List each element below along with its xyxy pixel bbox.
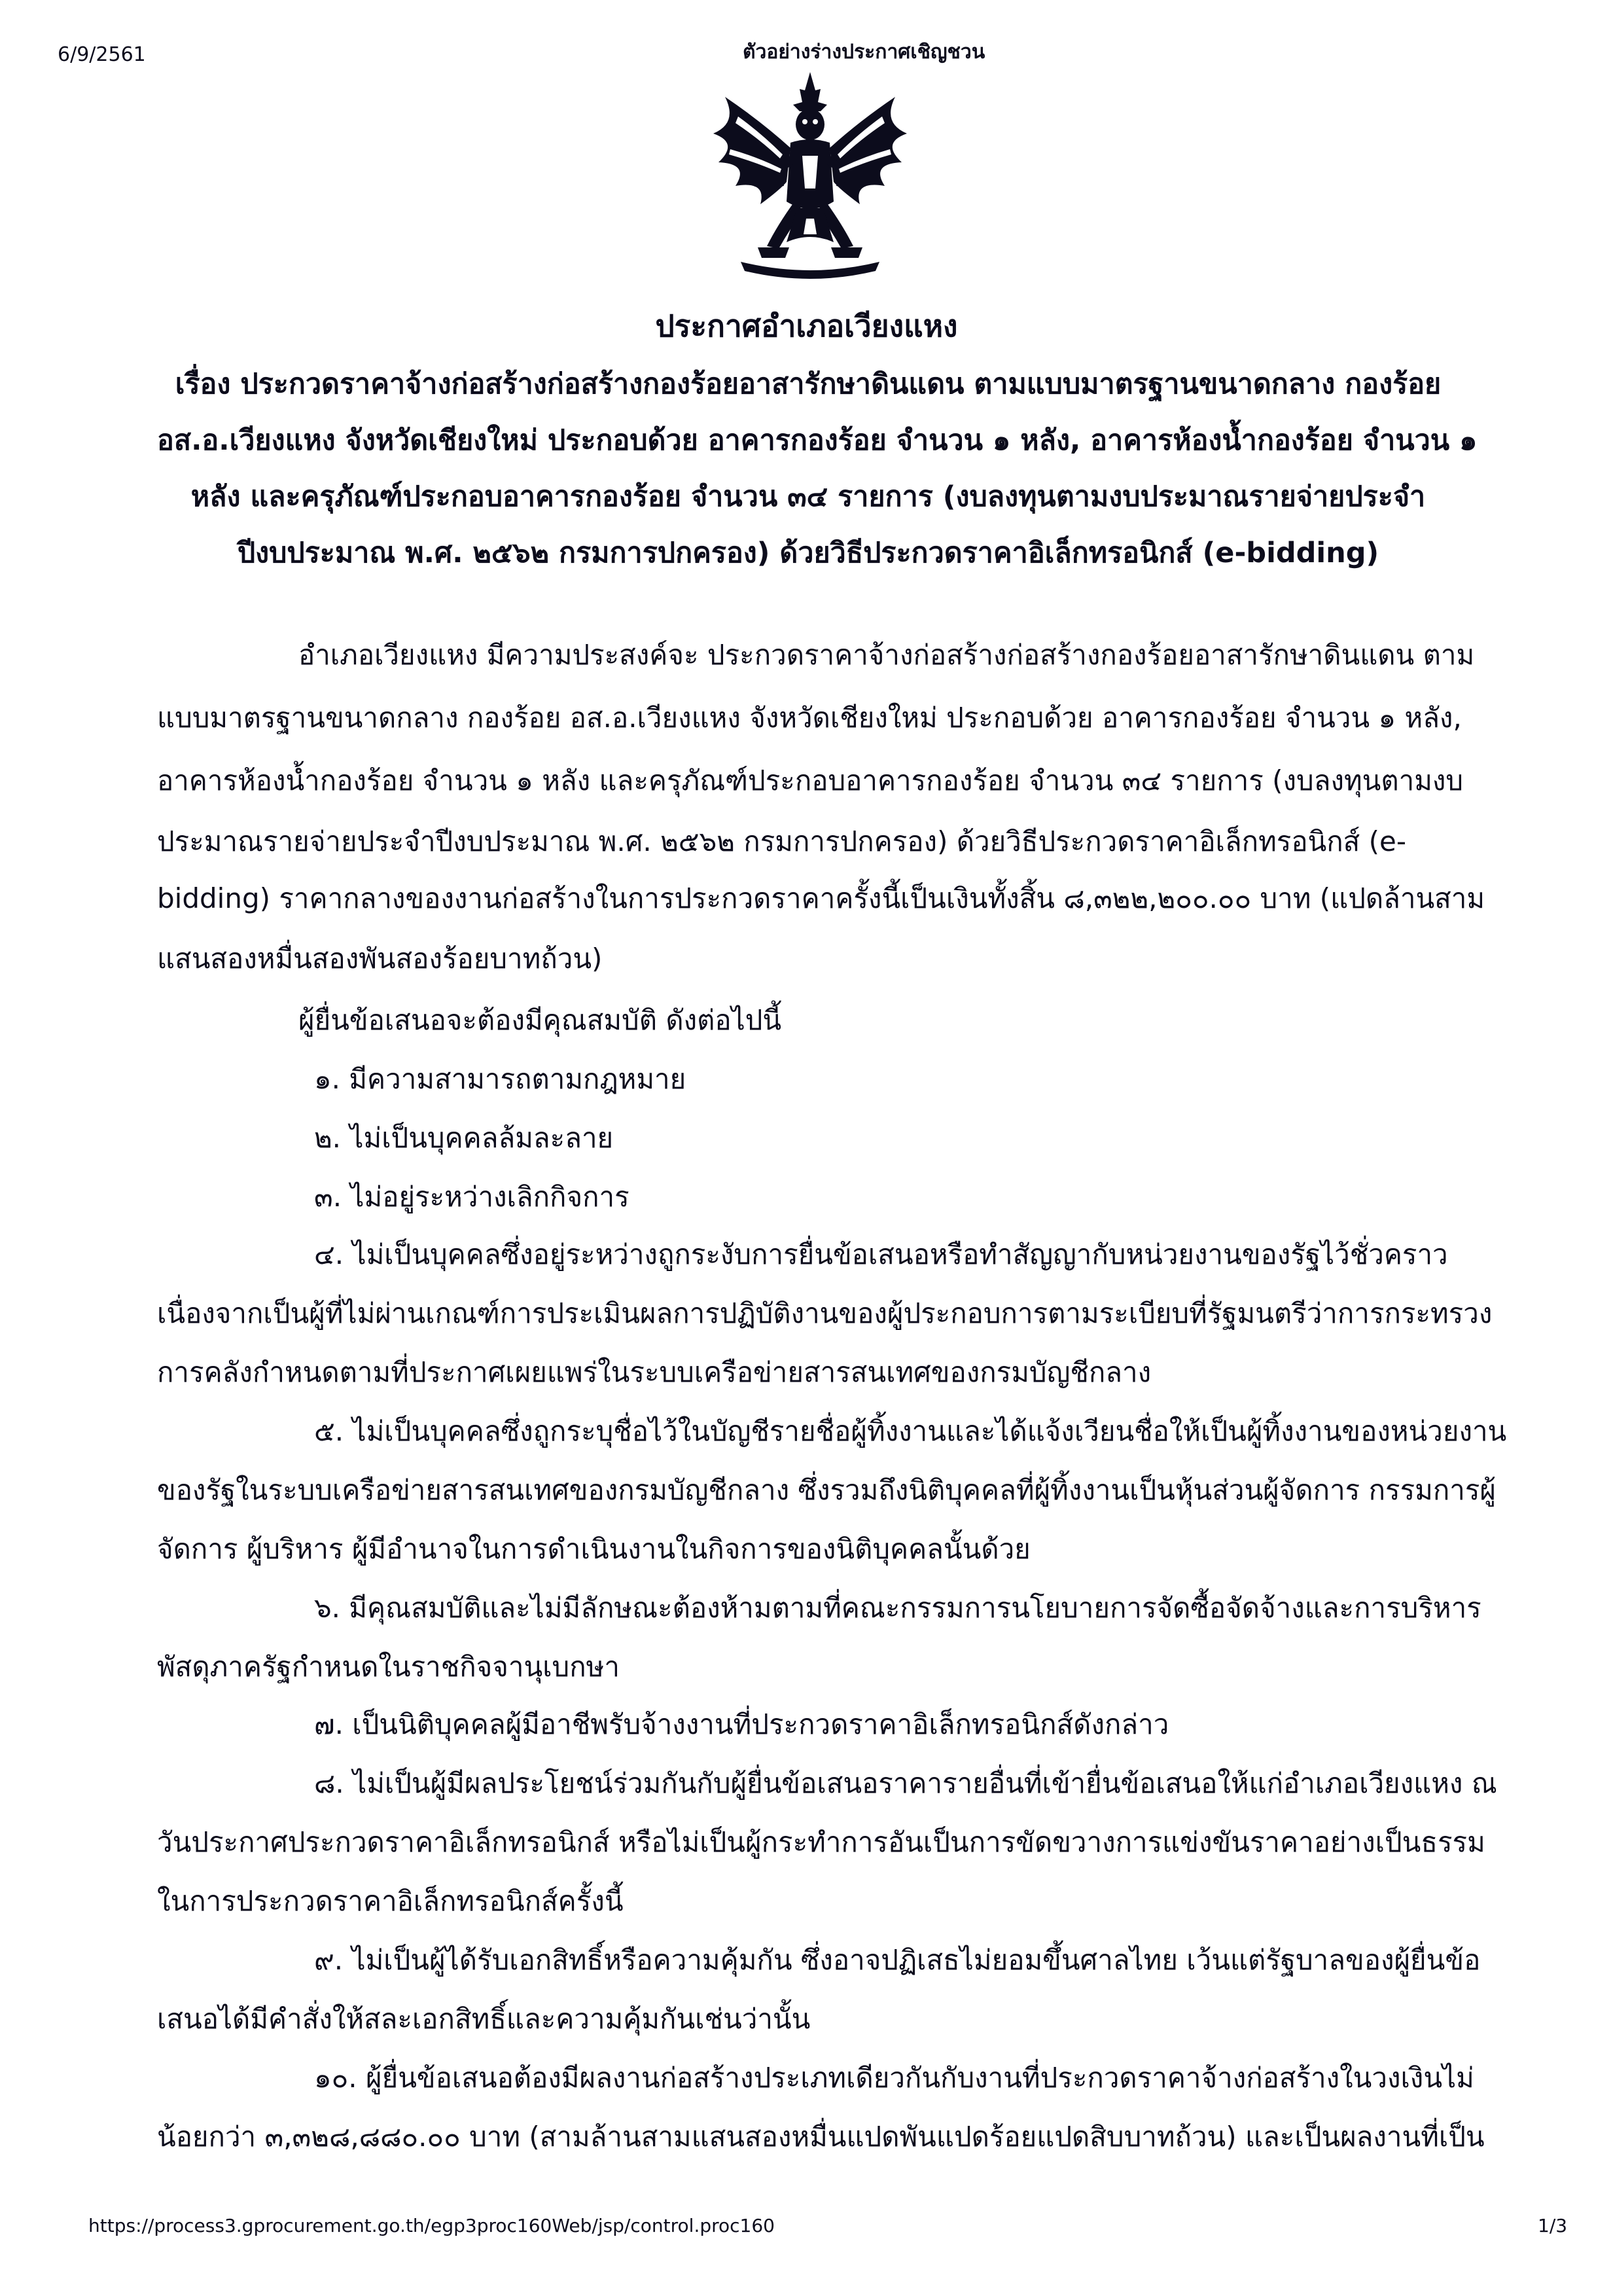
qualification-item: ๗. เป็นนิติบุคคลผู้มีอาชีพรับจ้างงานที่ประกวดราคาอิเล็กทรอนิกส์ดังกล่าว [314, 1708, 1169, 1740]
page-number: 1/3 [1538, 2215, 1568, 2236]
announcement-title: ประกาศอำเภอเวียงแหง [655, 308, 958, 344]
qualification-item: ๘. ไม่เป็นผู้มีผลประโยชน์ร่วมกันกับผู้ยื่นข้อเสนอราคารายอื่นที่เข้ายื่นข้อเสนอให้แก่อำเภอเวียงแหง ณ [314, 1767, 1497, 1799]
qualification-item: ๖. มีคุณสมบัติและไม่มีลักษณะต้องห้ามตามที่คณะกรรมการนโยบายการจัดซื้อจัดจ้างและการบริหาร [314, 1592, 1481, 1624]
body-line: แสนสองหมื่นสองพันสองร้อยบาทถ้วน) [157, 942, 603, 975]
body-line: วันประกาศประกวดราคาอิเล็กทรอนิกส์ หรือไม่เป็นผู้กระทำการอันเป็นการขัดขวางการแข่งขันราคาอย่างเป็นธรรม [157, 1826, 1485, 1858]
qualifications-intro: ผู้ยื่นข้อเสนอจะต้องมีคุณสมบัติ ดังต่อไปนี้ [298, 1004, 782, 1036]
body-line: น้อยกว่า ๓,๓๒๘,๘๘๐.๐๐ บาท (สามล้านสามแสนสองหมื่นแปดพันแปดร้อยแปดสิบบาทถ้วน) และเป็นผลงานที่เป็น [157, 2121, 1485, 2153]
subject-line-1 [157, 361, 1459, 406]
body-line: bidding) ราคากลางของงานก่อสร้างในการประกวดราคาครั้งนี้เป็นเงินทั้งสิ้น ๘,๓๒๒,๒๐๐.๐๐ บาท (แปดล้านสาม [157, 882, 1485, 914]
qualification-item: ๙. ไม่เป็นผู้ได้รับเอกสิทธิ์หรือความคุ้มกัน ซึ่งอาจปฏิเสธไม่ยอมขึ้นศาลไทย เว้นแต่รัฐบาลของผู้ยื่นข้อ [314, 1944, 1481, 1976]
body-line: ของรัฐในระบบเครือข่ายสารสนเทศของกรมบัญชีกลาง ซึ่งรวมถึงนิติบุคคลที่ผู้ทิ้งงานเป็นหุ้นส่วนผู้จัดการ กรรมการผู้ [157, 1474, 1497, 1506]
print-date: 6/9/2561 [58, 43, 146, 66]
qualification-item: ๔. ไม่เป็นบุคคลซึ่งอยู่ระหว่างถูกระงับการยื่นข้อเสนอหรือทำสัญญากับหน่วยงานของรัฐไว้ชั่วคราว [314, 1238, 1448, 1270]
body-line: อำเภอเวียงแหง มีความประสงค์จะ ประกวดราคาจ้างก่อสร้างก่อสร้างกองร้อยอาสารักษาดินแดน ตาม [298, 639, 1475, 671]
body-line: ประมาณรายจ่ายประจำปีงบประมาณ พ.ศ. ๒๕๖๒ กรมการปกครอง) ด้วยวิธีประกวดราคาอิเล็กทรอนิกส์ (e- [157, 825, 1407, 857]
source-url: https://process3.gprocurement.go.th/egp3proc160Web/jsp/control.proc160 [88, 2215, 775, 2236]
subject-text: ประกวดราคาจ้างก่อสร้างก่อสร้างกองร้อยอาสารักษาดินแดน ตามแบบมาตรฐานขนาดกลาง กองร้อย [240, 368, 1442, 401]
qualification-item: ๒. ไม่เป็นบุคคลล้มละลาย [314, 1122, 614, 1154]
body-line: ในการประกวดราคาอิเล็กทรอนิกส์ครั้งนี้ [157, 1885, 624, 1917]
subject-line-4: ปีงบประมาณ พ.ศ. ๒๕๖๒ กรมการปกครอง) ด้วยวิธีประกวดราคาอิเล็กทรอนิกส์ (e-bidding) [237, 537, 1379, 569]
draft-label: ตัวอย่างร่างประกาศเชิญชวน [743, 41, 985, 63]
subject-line-3: หลัง และครุภัณฑ์ประกอบอาคารกองร้อย จำนวน ๓๔ รายการ (งบลงทุนตามงบประมาณรายจ่ายประจำ [190, 480, 1426, 513]
body-line: พัสดุภาครัฐกำหนดในราชกิจจานุเบกษา [157, 1651, 620, 1683]
body-line: แบบมาตรฐานขนาดกลาง กองร้อย อส.อ.เวียงแหง จังหวัดเชียงใหม่ ประกอบด้วย อาคารกองร้อย จำนวน ๑ หลัง, [157, 702, 1462, 734]
qualification-item: ๑๐. ผู้ยื่นข้อเสนอต้องมีผลงานก่อสร้างประเภทเดียวกันกับงานที่ประกวดราคาจ้างก่อสร้างในวงเงินไม่ [314, 2062, 1474, 2094]
subject-line-2: อส.อ.เวียงแหง จังหวัดเชียงใหม่ ประกอบด้วย อาคารกองร้อย จำนวน ๑ หลัง, อาคารห้องน้ำกองร้อย จำนวน ๑ [157, 424, 1478, 457]
qualification-item: ๕. ไม่เป็นบุคคลซึ่งถูกระบุชื่อไว้ในบัญชีรายชื่อผู้ทิ้งงานและได้แจ้งเวียนชื่อให้เป็นผู้ทิ้งงานของหน่วยงาน [314, 1415, 1507, 1447]
qualification-item: ๓. ไม่อยู่ระหว่างเลิกกิจการ [314, 1181, 629, 1213]
qualification-item: ๑. มีความสามารถตามกฎหมาย [314, 1063, 686, 1095]
body-line: จัดการ ผู้บริหาร ผู้มีอำนาจในการดำเนินงานในกิจการของนิติบุคคลนั้นด้วย [157, 1533, 1031, 1565]
body-line: อาคารห้องน้ำกองร้อย จำนวน ๑ หลัง และครุภัณฑ์ประกอบอาคารกองร้อย จำนวน ๓๔ รายการ (งบลงทุนตามงบ [157, 764, 1464, 797]
body-line: เสนอได้มีคำสั่งให้สละเอกสิทธิ์และความคุ้มกันเช่นว่านั้น [157, 2003, 811, 2035]
subject-label: เรื่อง [175, 368, 231, 401]
garuda-emblem [699, 71, 921, 287]
body-line: การคลังกำหนดตามที่ประกาศเผยแพร่ในระบบเครือข่ายสารสนเทศของกรมบัญชีกลาง [157, 1356, 1152, 1388]
body-line: เนื่องจากเป็นผู้ที่ไม่ผ่านเกณฑ์การประเมินผลการปฏิบัติงานของผู้ประกอบการตามระเบียบที่รัฐมนตรีว่าการกระทรวง [157, 1297, 1493, 1329]
